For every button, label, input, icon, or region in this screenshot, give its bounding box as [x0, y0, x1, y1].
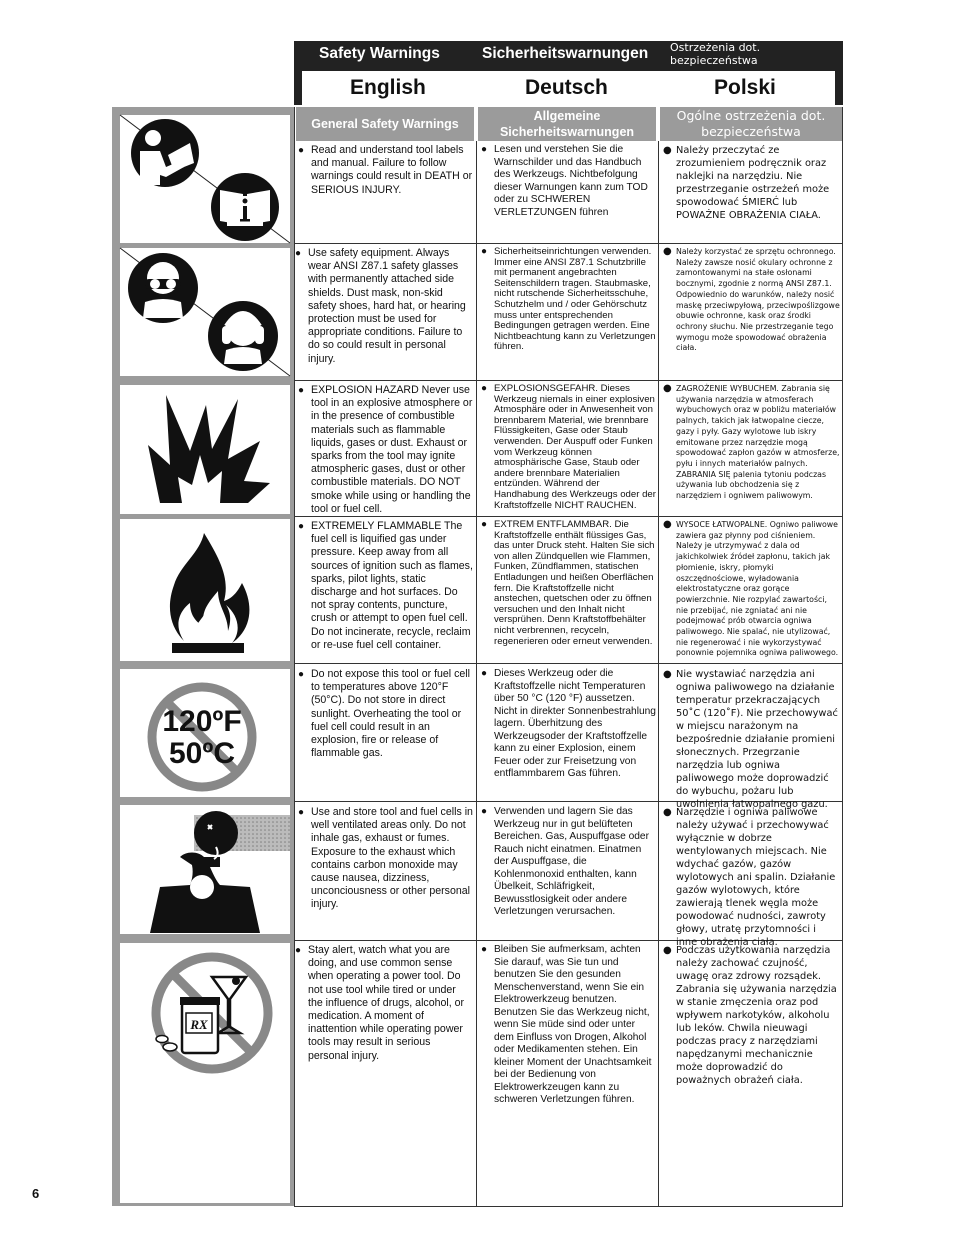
warning-text: ● Podczas użytkowania narzędzia należy zachować czujność, uwagę oraz zdrowy rozsądek. Zabrania się używania narzędzia w stanie zmęczenia oraz pod wpływem narkotyków, alkoholu lub leków. Chwila nieuwagi podczas pracy z narzędziami napędzanymi mechanicznie może doprowadzić do poważnych obrażeń ciała.: [663, 944, 840, 1087]
warning-row-6-pl: [663, 806, 840, 948]
warning-text: ● Sicherheitseinrichtungen verwenden. Immer eine ANSI Z87.1 Schutzbrille mit permanent angebrachten Seitenschildern tragen. Staubmaske, nicht rutschende Sicherheitsschuhe, Schutzhelm und / oder Gehörschutz muss unter entsprechenden Bedingungen getragen werden. Eine Nichtbeachtung kann zu Verletzungen führen.: [481, 247, 656, 353]
language-deutsch: Deutsch: [525, 76, 608, 99]
grid-line: [842, 107, 843, 1206]
warning-row-3-de: [481, 384, 656, 514]
warning-text: ● Dieses Werkzeug oder die Kraftstoffzelle nicht Temperaturen über 50 °C (120 °F) aussetzen. Nicht in direkter Sonnenbestrahlung lagern. Überhitzung des Werkzeugsoder der Kraftstoffzelle kann zu einer Explosion, einem Feuer oder zur Freisetzung von entflammbarem Gas führen.: [481, 668, 656, 781]
warning-row-3-en: [298, 384, 473, 514]
warning-text: ● Należy przeczytać ze zrozumieniem podręcznik oraz naklejki na narzędziu. Nie przestrzeganie ostrzeżeń może spowodować ŚMIERĆ lub POWAŻNE OBRAŻENIA CIAŁA.: [663, 144, 839, 222]
warning-row-6-de: [481, 806, 656, 938]
warning-row-7-en: [295, 944, 473, 1144]
warning-row-4-de: [481, 520, 656, 661]
grid-line: [294, 380, 843, 381]
warning-row-5-de: [481, 668, 656, 799]
warning-text: ● Należy korzystać ze sprzętu ochronnego. Należy zawsze nosić okulary ochronne z zamontowanymi na stałe osłonami bocznymi, zgodnie z normą ANSI Z87.1. Odpowiednio do warunków, należy nosić maskę przeciwpyłową, przeciwpoślizgowe obuwie ochronne, kask oraz środki ochrony słuchu. Nie przestrzeganie tego wymogu może spowodować obrażenia ciała.: [663, 247, 840, 354]
warning-text: ● EXPLOSIONSGEFAHR. Dieses Werkzeug niemals in einer explosiven Atmosphäre oder in Anwesenheit von brennbarem Material, wie brennbare Flüssigkeiten, Gase oder Staub verwenden. Der Auspuff oder Funken vom Werkzeug können atmosphärische Gase, Staub oder andere brennbare Materialien entzünden. Während der Handhabung des Werkzeugs oder der Kraftstoffzelle NICHT RAUCHEN.: [481, 384, 656, 511]
header-en-safety-warnings: Safety Warnings: [319, 44, 440, 62]
warning-row-1-de: [481, 144, 656, 241]
warning-text: ● EXTREM ENTFLAMMBAR. Die Kraftstoffzelle enthält flüssiges Gas, das unter Druck steht. Halten Sie sich von allen Zündquellen wie Flammen, Funken, Zündflammen, statischen Entladungen und heißen Oberflächen fern. Die Kraftstoffzelle nicht anstechen, quetschen oder zu öffnen versuchen und den Inhalt nicht versprühen. Denn Kraftstoffbehälter nicht verbrennen, recyceln, regenerieren oder erneut verwenden.: [481, 520, 656, 647]
warning-text: ● EXTREMELY FLAMMABLE The fuel cell is liquified gas under pressure. Keep away from all sources of ignition such as flames, sparks, pilot lights, static discharge and hot surfaces. Do not spray contents, puncture, crush or attempt to open fuel cell. Do not incinerate, recycle, reclaim or re-use fuel cell container.: [298, 520, 473, 652]
subheader-pl: Ogólne ostrzeżenia dot. bezpieczeństwa: [660, 107, 842, 141]
warning-text: ● Read and understand tool labels and manual. Failure to follow warnings could result in DEATH or SERIOUS INJURY.: [298, 144, 473, 197]
warning-row-6-en: [298, 806, 473, 938]
warning-text: ● Narzędzie i ogniwa paliwowe należy używać i przechowywać wyłącznie w dobrze wentylowanych miejscach. Nie wdychać gazów, gazów wylotowych ani spalin. Działanie gazów wylotowych, które zawierają tlenek węgla może powodować nudności, zawroty głowy, utratę przytomności i inne obrażenia ciała.: [663, 806, 840, 949]
temperature-120f-50c-prohibited-icon: [120, 669, 290, 797]
warning-row-2-pl: [663, 247, 840, 378]
grid-line: [294, 516, 843, 517]
warning-row-5-pl: [663, 668, 840, 810]
subheader-de: Allgemeine Sicherheitswarnungen: [478, 107, 656, 141]
warning-text: ● Do not expose this tool or fuel cell to temperatures above 120°F (50°C). Do not store in direct sunlight. Overheating the tool or fuel cell could result in an explosion, fire or release of flammable gas.: [298, 668, 473, 760]
page-number: 6: [32, 1186, 40, 1201]
warning-row-7-pl: [663, 944, 840, 1144]
warning-text: ● Bleiben Sie aufmerksam, achten Sie darauf, was Sie tun und benutzen Sie den gesunden Menschenverstand, wenn Sie ein Elektrowerkzeug benutzen. Benutzen Sie das Werkzeug nicht, wenn Sie müde sind oder unter dem Einfluss von Drogen, Alkohol oder Medikamenten stehen. Ein kleiner Moment der Unachtsamkeit bei der Bedienung von Elektrowerkzeugen kann zu schweren Verletzungen führen.: [481, 944, 656, 1107]
grid-line: [294, 663, 843, 664]
header-row-safety-warnings: [294, 41, 843, 66]
warning-text: ● Use safety equipment. Always wear ANSI Z87.1 safety glasses with permanently attached side shields. Dust mask, non-skid safety shoes, hard hat, or hearing protection must be used for appropriate conditions. Failure to do so could result in personal injury.: [295, 247, 473, 366]
language-english: English: [350, 76, 426, 99]
no-drugs-alcohol-icon: [120, 943, 290, 1203]
read-manual-icon: [120, 115, 290, 243]
grid-line: [476, 141, 477, 1206]
warning-row-7-de: [481, 944, 656, 1144]
warning-row-1-en: [298, 144, 473, 241]
header-de-safety-warnings: Sicherheitswarnungen: [482, 44, 649, 62]
temperature-fahrenheit: 120ºF: [162, 705, 242, 738]
language-polski: Polski: [714, 76, 776, 99]
safety-glasses-and-ear-protection-icon: [120, 248, 290, 376]
warning-text: ● Stay alert, watch what you are doing, and use common sense when operating a power tool. Do not use tool while tired or under the influence of drugs, alcohol, or medication. A moment of inattention while operating power tools may result in serious personal injury.: [295, 944, 473, 1063]
warning-text: ● Nie wystawiać narzędzia ani ogniwa paliwowego na działanie temperatur przekraczających 50˚C (120˚F). Nie przechowywać w miejscu narażonym na bezpośrednie działanie promieni słonecznych. Przegrzanie narzędzia lub ogniwa paliwowego może doprowadzić do wybuchu, pożaru lub uwolnienia łatwopalnego gazu.: [663, 668, 840, 811]
header-row-languages: [294, 66, 843, 105]
warning-text: ● WYSOCE ŁATWOPALNE. Ogniwo paliwowe zawiera gaz płynny pod ciśnieniem. Należy je utrzymywać z dala od jakichkolwiek źródeł zapłonu, takich jak płomienie, iskry, płomyki oszczędnościowe, wyładowania elektrostatyczne oraz gorące powierzchnie. Nie rozpylać zawartości, nie przebijać, nie zgniatać ani nie podejmować prób otwarcia ogniwa paliwowego. Nie spalać, nie utylizować, nie regenerować i nie wykorzystywać ponownie pojemnika ogniwa paliwowego.: [663, 520, 840, 659]
icon-column: [112, 107, 294, 1206]
warning-text: ● ZAGROŻENIE WYBUCHEM. Zabrania się używania narzędzia w atmosferach wybuchowych oraz w pobliżu materiałów palnych, takich jak łatwopalne ciecze, gazy i pyły. Gazy wylotowe lub iskry emitowane przez narzędzie mogą spowodować zapłon gazów w atmosferze, pyłu i innych materiałów palnych. ZABRANIA SIĘ palenia tytoniu podczas używania lub obchodzenia się z narzędziem i ogniwem paliwowym.: [663, 384, 840, 502]
warning-row-4-pl: [663, 520, 840, 661]
rx-label: RX: [190, 1017, 208, 1032]
warning-text: ● Verwenden und lagern Sie das Werkzeug nur in gut belüfteten Bereichen. Gas, Auspuffgase oder Rauch nicht einatmen. Einatmen der Auspuffgase, die Kohlenmonoxid enthalten, kann Übelkeit, Schläfrigkeit, Bewusstlosigkeit oder andere Verletzungen verursachen.: [481, 806, 656, 919]
inhalation-hazard-icon: [120, 805, 290, 934]
warning-text: ● EXPLOSION HAZARD Never use tool in an explosive atmosphere or in the presence of combustible materials such as flammable liquids, gases or dust. Exhaust or sparks from the tool may ignite atmospheric gases, dust or other combustible materials. DO NOT smoke while using or handling the tool or fuel cell.: [298, 384, 473, 516]
warning-text: ● Lesen und verstehen Sie die Warnschilder und das Handbuch des Werkzeugs. Nichtbefolgung dieser Warnungen kann zum TOD oder zu SCHWEREN VERLETZUNGEN führen: [481, 144, 656, 219]
grid-line: [658, 141, 659, 1206]
grid-line: [294, 1206, 843, 1207]
temperature-celsius: 50ºC: [169, 737, 235, 770]
header-pl-safety-warnings: Ostrzeżenia dot. bezpieczeństwa: [670, 40, 761, 67]
warning-row-5-en: [298, 668, 473, 799]
warning-row-2-en: [295, 247, 473, 378]
flame-icon: [120, 519, 290, 661]
subheader-en: General Safety Warnings: [296, 107, 474, 141]
grid-line: [294, 243, 843, 244]
warning-row-3-pl: [663, 384, 840, 514]
warning-row-1-pl: [663, 144, 839, 241]
explosion-icon: [120, 385, 290, 514]
warning-row-2-de: [481, 247, 656, 378]
warning-row-4-en: [298, 520, 473, 661]
warning-text: ● Use and store tool and fuel cells in well ventilated areas only. Do not inhale gas, exhaust or fumes. Exposure to the exhaust which contains carbon monoxide may cause nausea, dizziness, unconciousness or other personal injury.: [298, 806, 473, 912]
